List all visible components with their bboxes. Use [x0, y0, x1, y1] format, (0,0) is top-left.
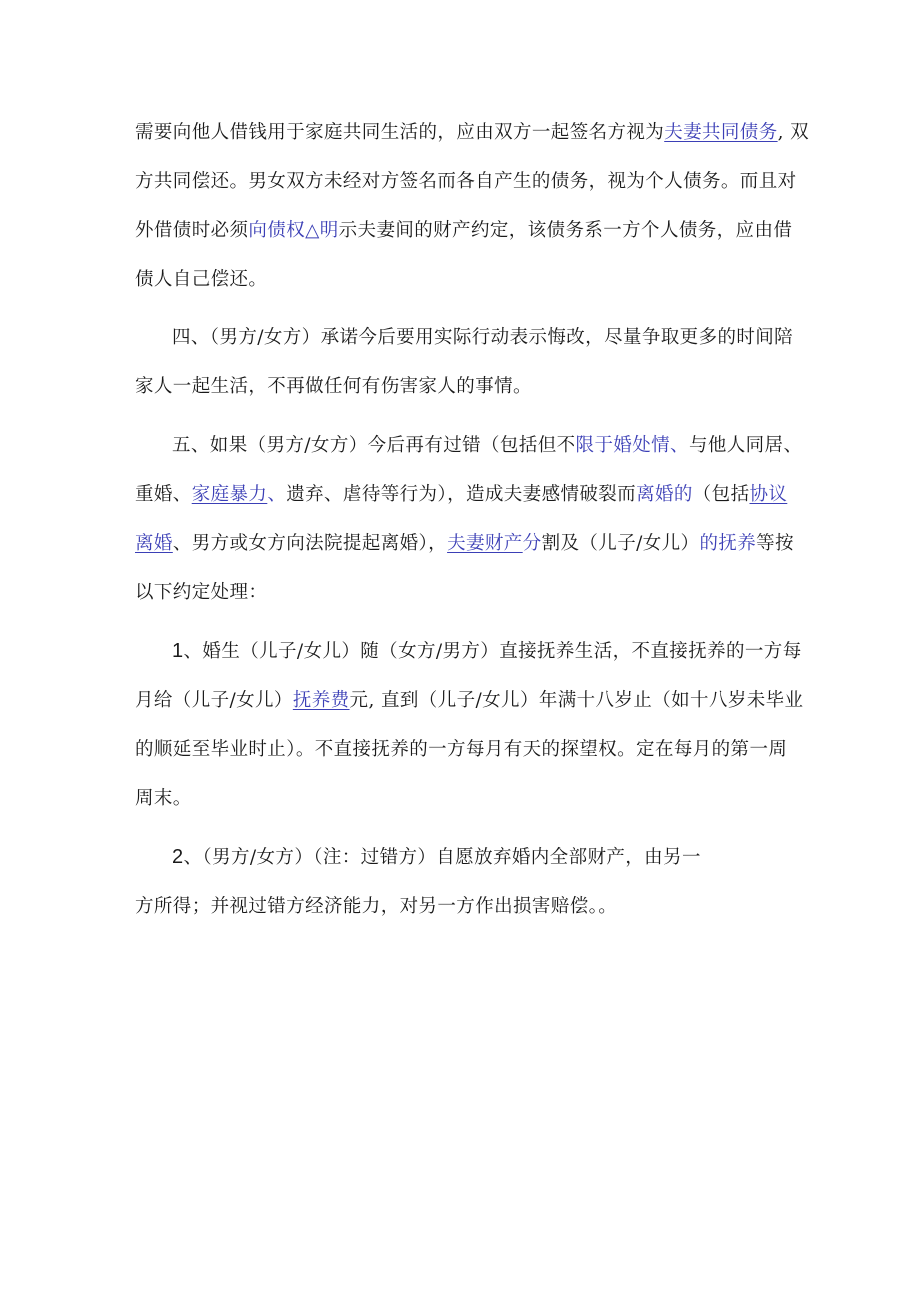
paragraph-clause-four — [135, 313, 795, 411]
link-domestic-violence[interactable]: 家庭暴力 — [191, 484, 268, 505]
text-line: 四、（男方/女方）承诺今后要用实际行动表示悔改，尽量争取更多的时间陪 — [172, 327, 794, 348]
text-run: 分 — [522, 533, 542, 554]
item-number: 2 — [172, 846, 184, 868]
paragraph-item-two — [135, 833, 795, 931]
text-run: 、（男方/女方）（注：过错方）自愿放弃婚内全部财产，由另一 — [183, 847, 701, 868]
text-line — [135, 627, 802, 676]
text-run: 月给（儿子/女儿） — [135, 690, 293, 711]
link-marital-property[interactable]: 夫妻财产 — [447, 533, 523, 554]
text-run: , 双 — [777, 122, 810, 143]
link-creditor[interactable]: 向债权△明 — [248, 220, 339, 241]
paragraph-debt-clause — [135, 108, 810, 304]
item-number: 1 — [172, 640, 184, 662]
paragraph-item-one — [135, 627, 804, 823]
text-line — [135, 108, 810, 157]
text-line: 家人一起生活，不再做任何有伤害家人的事情。 — [135, 376, 532, 397]
text-run: 等按 — [756, 533, 794, 554]
text-line — [135, 833, 795, 882]
text-run: 割及（儿子/女儿） — [541, 533, 700, 554]
text-run: 、 — [267, 484, 287, 505]
text-line: 方所得；并视过错方经济能力，对另一方作出损害赔偿。。 — [135, 896, 618, 917]
text-line — [135, 206, 795, 255]
text-run: 、婚生（儿子/女儿）随（女方/男方）直接抚养生活，不直接抚养的一方每 — [183, 641, 802, 662]
text-run: （包括 — [692, 484, 750, 505]
text-run: 外借债时必须 — [135, 220, 249, 241]
link-agreement[interactable]: 协议 — [749, 484, 788, 505]
text-run: 五、如果（男方/女方）今后再有过错（包括但不 — [172, 435, 576, 456]
link-custody[interactable]: 的抚养 — [699, 533, 757, 554]
text-run: 、男方或女方向法院提起离婚）， — [172, 533, 448, 554]
link-child-support[interactable]: 抚养费 — [292, 690, 350, 711]
link-divorce[interactable]: 离婚的 — [636, 484, 693, 505]
link-joint-debt[interactable]: 夫妻共同债务 — [664, 122, 778, 143]
text-run: 重婚、 — [135, 484, 192, 505]
text-line — [135, 421, 803, 470]
link-agreement-divorce[interactable]: 离婚 — [135, 533, 173, 554]
paragraph-clause-five — [135, 421, 803, 617]
text-run: 与他人同居、 — [688, 435, 803, 456]
text-line: 方共同偿还。男女双方未经对方签名而各自产生的债务，视为个人债务。而且对 — [135, 171, 797, 192]
text-line — [135, 470, 795, 519]
text-run: 需要向他人借钱用于家庭共同生活的，应由双方一起签名方视为 — [135, 122, 665, 143]
text-line — [135, 676, 804, 725]
text-run: 示夫妻间的财产约定，该债务系一方个人债务，应由借 — [338, 220, 793, 241]
text-line: 的顺延至毕业时止）。不直接抚养的一方每月有天的探望权。定在每月的第一周 — [135, 739, 788, 760]
text-line: 以下约定处理： — [135, 582, 268, 603]
text-run: 元, 直到（儿子/女儿）年满十八岁止（如十八岁未毕业 — [349, 690, 804, 711]
text-line: 周末。 — [135, 788, 192, 809]
text-line: 债人自己偿还。 — [135, 269, 268, 290]
text-line — [135, 519, 795, 568]
link-extramarital[interactable]: 限于婚处情、 — [575, 435, 689, 456]
text-run: 遗弃、虐待等行为），造成夫妻感情破裂而 — [286, 484, 637, 505]
